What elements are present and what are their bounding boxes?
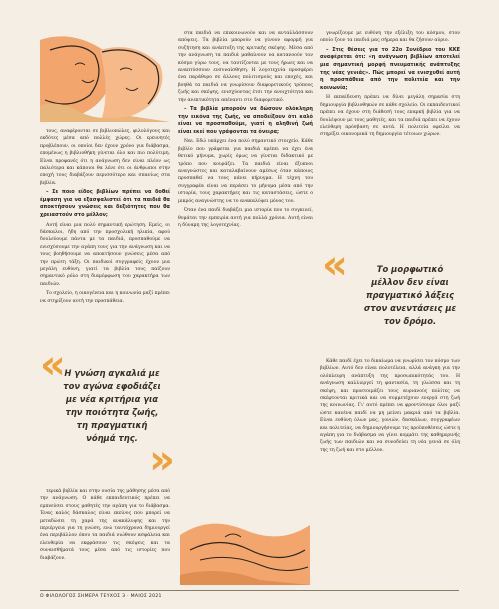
col1-body-2: Το σχολείο, η οικογένεια και η κοινωνία μαζί πρέπει να στηρίξουν αυτή την προσπάθεια.: [40, 291, 170, 304]
col1-question: – Σε ποιο είδος βιβλίων πρέπει να δοθεί έμφαση για να εξασφαλιστεί ότι τα παιδιά θα αποκτήσουν γνώσεις και δεξιότητες που θα χρειαστούν στο μέλλον;: [40, 189, 170, 219]
column-1-bottom: [40, 488, 170, 564]
col2-top: στα παιδιά να επικοινωνούν και να ανταλλάσσουν απόψεις. Τα βιβλία μπορούν να γίνουν αφορμή για συζήτηση και ανάπτυξη της κριτικής σκέψης. Μέσα από την ανάγνωση τα παιδιά μαθαίνουν να κατανοούν τον κόσμο γύρω τους, να ταυτίζονται με τους ήρωες και να αναπτύσσουν ενσυναίσθηση. Η λογοτεχνία προσφέρει ένα παράθυρο σε άλλους πολιτισμούς και εποχές, και βοηθά τα παιδιά να γνωρίσουν διαφορετικούς τρόπους ζωής και σκέψης, ενισχύοντας έτσι την ανοιχτότητα και την ανεκτικότητα απέναντι στο διαφορετικό.: [178, 31, 313, 103]
pull-quote-left-text: Η γνώση αγκαλιά με τον αγώνα εφοδιάζει με νέα κριτήρια για την ποιότητα ζωής, τη πραγματική νόημά της.: [63, 368, 161, 443]
col3-body-1: Η εκπαίδευση πρέπει να δίνει μεγάλη σημασία στη δημιουργία βιβλιοθηκών σε κάθε σχολείο. Οι εκπαιδευτικοί πρέπει να έχουν στη διάθεσή τους επαρκή βιβλία για να δουλέψουν με τους μαθητές, και τα παιδιά πρέπει να έχουν ελεύθερη πρόσβαση σε αυτά. Η πολιτεία οφείλει να στηρίξει οικονομικά τη δημιουργία τέτοιων χώρων.: [320, 95, 460, 138]
footer-rule: [40, 590, 459, 591]
column-3-bottom: [320, 358, 460, 456]
column-2: [178, 30, 313, 231]
column-3: [320, 30, 460, 141]
col2-body-2: Όταν ένα παιδί διαβάζει μια ιστορία που το συγκινεί, θυμάται την εμπειρία αυτή για πολλά χρόνια. Αυτή είναι η δύναμη της λογοτεχνίας.: [178, 208, 313, 228]
close-quote-icon: »: [149, 437, 175, 483]
illustration-top: [40, 30, 170, 122]
pull-quote-left: [40, 342, 175, 483]
col1-bottom-body: τερικά βιβλία και στην ουσία της μάθησης μέσα από την ανάγνωση. Ο κάθε εκπαιδευτικός πρέπει να εμπνεύσει στους μαθητές την αγάπη για το διάβασμα. Ένας καλός δάσκαλος είναι εκείνος που μπορεί να μεταδώσει τη χαρά της ανακάλυψης και την περιέργεια για τη γνώση, ενώ ταυτόχρονα δημιουργεί ένα περιβάλλον όπου τα παιδιά νιώθουν ασφάλεια και ελευθερία να εκφράσουν τις σκέψεις και τα συναισθήματά τους μέσα από τις ιστορίες που διαβάζουν.: [40, 489, 170, 561]
page-footer: Ο ΦΙΛΟΛΟΓΟΣ ΣΗΜΕΡΑ ΤΕΥΧΟΣ 3 · ΜΑΙΟΣ 2021: [40, 594, 162, 599]
pull-quote-right-text: Το μορφωτικό μέλλον δεν είναι πραγματικό λάξεις στον ανεντάσεις με τον δρόμο.: [363, 264, 457, 326]
col3-top: γνωρίζουμε με ευθύνη την εξέλιξη του κόσμου, στον οποίο ζουν τα παιδιά μας σήμερα και θα ζήσουν αύριο.: [320, 31, 460, 44]
col3-bottom-body: Κάθε παιδί έχει το δικαίωμα να γνωρίσει τον κόσμο των βιβλίων. Αυτό δεν είναι πολυτέλεια, αλλά ανάγκη για την ολόπλευρη ανάπτυξη της προσωπικότητάς του. Η ανάγνωση καλλιεργεί τη φαντασία, τη γλώσσα και τη σκέψη, και προετοιμάζει τους αυριανούς πολίτες να σκέφτονται κριτικά και να συμμετέχουν ενεργά στη ζωή της κοινωνίας. Γι' αυτό πρέπει να φροντίσουμε όλοι μαζί ώστε κανένα παιδί να μη μείνει μακριά από τα βιβλία. Είναι ευθύνη όλων μας, γονιών, δασκάλων, συγγραφέων και πολιτείας, να δημιουργήσουμε τις προϋποθέσεις ώστε η αγάπη για το διάβασμα να γίνει κομμάτι της καθημερινής ζωής των παιδιών και να συνοδεύει τη νέα γενιά σε όλη της τη ζωή και στο μέλλον.: [320, 359, 460, 453]
pull-quote-right: [322, 242, 462, 355]
col1-intro: τους, αναφέρονται σε βιβλιοπώλες, φιλολόγους και εκδότες μέσα από πολλές χώρες. Οι ερευνητές προβλέπουν, οι οποίοι δεν έχουν χρόνο για διάβασμα, επομένως η βιβλιοθήκη γίνεται όλο και πιο πολύτιμη. Είναι προφανές ότι η ανάγνωση δεν είναι πλέον ως παλιότερα και κάποιοι θα λένε ότι οι άνθρωποι στην εποχή τους διαβάζουν περισσότερο και σπανίως στα βιβλία.: [40, 129, 170, 186]
col3-question: – Στις θέσεις για το 22ο Συνέδριο του ΚΚΕ αναφέρεται ότι: «η ανάγνωση βιβλίων αποτελεί μια σημαντική μορφή πνευματικής ανάπτυξης της νέας γενιάς». Πώς μπορεί να ενισχυθεί αυτή η προσπάθεια από την πολιτεία και την κοινωνία;: [320, 46, 460, 91]
open-quote-icon: «: [40, 342, 66, 388]
col1-body-1: Αυτή είναι μια πολύ σημαντική ερώτηση. Εμείς, οι δάσκαλοι, ήδη από την προσχολική ηλικία, αφού δουλεύουμε πάντα με τα παιδιά, προσπαθούμε να ενισχύσουμε την αγάπη τους για την ανάγνωση και να τους βοηθήσουμε να αποκτήσουν γνώσεις μέσα από την πρώτη τάξη. Οι παιδικοί συγγραφείς έχουν μια μεγάλη ευθύνη, γιατί τα βιβλία τους παίζουν σημαντικό ρόλο στη διαμόρφωση του χαρακτήρα των παιδιών.: [40, 222, 170, 287]
col2-body-1: Ναι. Εδώ υπάρχει ένα πολύ σημαντικό στοιχείο. Κάθε βιβλίο που γράφεται για παιδιά πρέπει να έχει ένα θετικό μήνυμα, χωρίς όμως να γίνεται διδακτικό με τρόπο που κουράζει. Τα παιδιά είναι έξυπνοι αναγνώστες και καταλαβαίνουν αμέσως όταν κάποιος προσπαθεί να τους κάνει κήρυγμα. Η τέχνη του συγγραφέα είναι να περάσει το μήνυμα μέσα από την ιστορία, τους χαρακτήρες και τις καταστάσεις, ώστε ο μικρός αναγνώστης να το ανακαλύψει μόνος του.: [178, 139, 313, 204]
column-1: [40, 128, 170, 307]
illustration-bottom: [180, 495, 310, 585]
open-quote-icon: «: [322, 242, 348, 288]
col2-question: – Τα βιβλία μπορούν να δώσουν ολόκληρη την εικόνα της ζωής, να αποδείξουν ότι καλό είναι να προσπαθούμε, γιατί η αληθινή ζωή είναι εκεί που γράφονται τα όνειρα;: [178, 106, 313, 135]
